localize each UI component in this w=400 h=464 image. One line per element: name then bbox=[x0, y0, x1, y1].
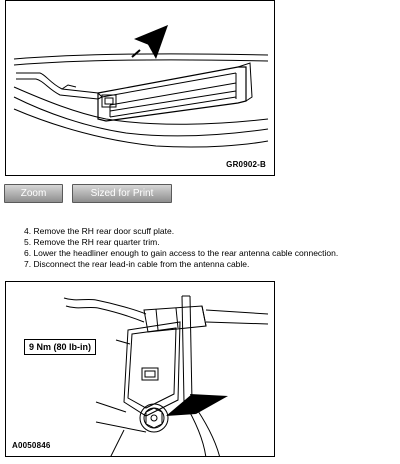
scuff-plate-illustration bbox=[6, 1, 275, 176]
figure-code: A0050846 bbox=[12, 441, 51, 450]
sized-for-print-button[interactable]: Sized for Print bbox=[72, 184, 172, 203]
pointer-arrow-icon bbox=[166, 394, 228, 416]
procedure-steps bbox=[24, 226, 338, 270]
step-item: 6. Lower the headliner enough to gain access to the rear antenna cable connection. bbox=[24, 248, 339, 258]
step-item: 7. Disconnect the rear lead-in cable from the antenna cable. bbox=[24, 259, 250, 269]
antenna-cable-illustration bbox=[6, 282, 275, 457]
step-item: 4. Remove the RH rear door scuff plate. bbox=[24, 226, 175, 236]
figure-code: GR0902-B bbox=[226, 160, 266, 169]
step-item: 5. Remove the RH rear quarter trim. bbox=[24, 237, 160, 247]
antenna-cable-figure bbox=[5, 281, 275, 457]
zoom-button[interactable]: Zoom bbox=[4, 184, 63, 203]
scuff-plate-figure bbox=[5, 0, 275, 176]
torque-spec-label: 9 Nm (80 lb-in) bbox=[24, 339, 96, 355]
